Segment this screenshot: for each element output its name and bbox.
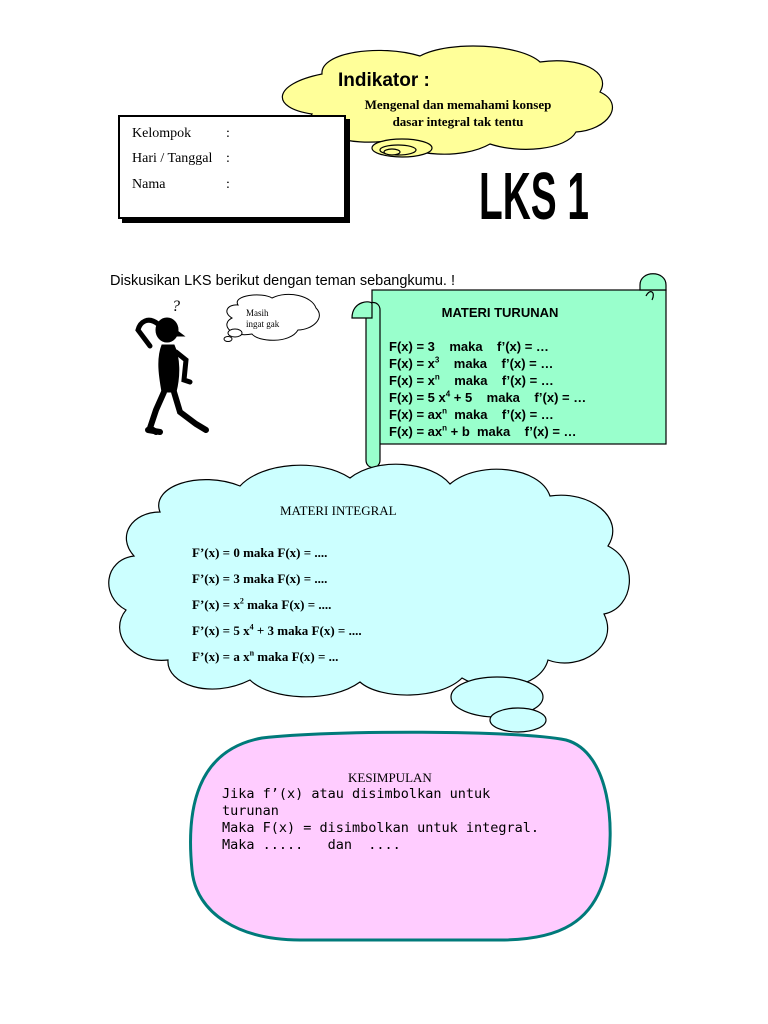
identity-colon: : bbox=[226, 177, 230, 192]
turunan-text: maka f’(x) = … bbox=[447, 407, 554, 422]
question-mark: ? bbox=[172, 298, 180, 315]
turunan-text: F(x) = x bbox=[389, 373, 435, 388]
identity-label: Hari / Tanggal bbox=[132, 151, 213, 166]
identity-colon: : bbox=[226, 151, 230, 166]
integral-text: F’(x) = a x bbox=[192, 649, 250, 664]
kesimpulan-line: Maka ..... dan .... bbox=[222, 837, 401, 853]
turunan-line bbox=[389, 339, 549, 354]
thinking-figure-icon bbox=[138, 318, 206, 432]
identity-colon: : bbox=[226, 126, 230, 141]
turunan-text: F(x) = ax bbox=[389, 407, 443, 422]
turunan-line bbox=[389, 356, 553, 371]
integral-text: F’(x) = 3 maka F(x) = .... bbox=[192, 571, 328, 586]
speech-line: Masih bbox=[246, 308, 269, 318]
turunan-text: maka f’(x) = … bbox=[439, 356, 554, 371]
integral-text: maka F(x) = .... bbox=[243, 597, 332, 612]
indicator-line: Mengenal dan memahami konsep bbox=[364, 97, 552, 112]
turunan-text: + b maka f’(x) = … bbox=[447, 424, 577, 439]
integral-text: + 3 maka F(x) = .... bbox=[253, 623, 362, 638]
integral-line bbox=[192, 597, 331, 613]
kesimpulan-line: Maka F(x) = disimbolkan untuk integral. bbox=[222, 820, 539, 836]
turunan-text: F(x) = x bbox=[389, 356, 435, 371]
turunan-exponent: 3 bbox=[434, 355, 440, 365]
integral-exponent: n bbox=[249, 648, 255, 658]
speech-line: ingat gak bbox=[246, 319, 280, 329]
identity-label: Kelompok bbox=[132, 126, 192, 141]
integral-text: F’(x) = x bbox=[192, 597, 240, 612]
integral-line bbox=[192, 545, 327, 561]
turunan-line bbox=[389, 407, 554, 422]
indicator-line: dasar integral tak tentu bbox=[392, 114, 524, 129]
identity-label: Nama bbox=[132, 177, 166, 192]
integral-text: maka F(x) = ... bbox=[254, 649, 339, 664]
turunan-line bbox=[389, 390, 586, 405]
integral-text: F’(x) = 5 x bbox=[192, 623, 250, 638]
kesimpulan-title: KESIMPULAN bbox=[348, 770, 432, 785]
turunan-exponent: n bbox=[442, 406, 447, 416]
integral-line bbox=[192, 649, 338, 665]
turunan-text: F(x) = 5 x bbox=[389, 390, 446, 405]
lks-title-text: LKS 1 bbox=[479, 159, 589, 234]
indicator-text bbox=[338, 96, 578, 130]
integral-title: MATERI INTEGRAL bbox=[280, 503, 397, 518]
integral-exponent: 2 bbox=[239, 596, 244, 606]
turunan-text: maka f’(x) = … bbox=[439, 373, 554, 388]
kesimpulan-line: Jika f’(x) atau disimbolkan untuk bbox=[222, 786, 491, 802]
instruction-text: Diskusikan LKS berikut dengan teman sebangkumu. ! bbox=[110, 273, 455, 289]
integral-line bbox=[192, 571, 327, 587]
turunan-exponent: n bbox=[442, 423, 447, 433]
integral-text: F’(x) = 0 maka F(x) = .... bbox=[192, 545, 328, 560]
turunan-text: maka f’(x) = … bbox=[434, 339, 549, 354]
identity-box bbox=[118, 115, 346, 219]
indicator-title: Indikator : bbox=[338, 70, 430, 91]
kesimpulan-body bbox=[222, 786, 602, 854]
turunan-text: F(x) = 3 bbox=[389, 339, 435, 354]
identity-row-kelompok bbox=[132, 126, 230, 142]
lks-title bbox=[476, 150, 592, 242]
turunan-exponent: 4 bbox=[445, 389, 451, 399]
identity-row-hari-tanggal bbox=[132, 151, 230, 167]
identity-row-nama bbox=[132, 177, 230, 193]
turunan-text: F(x) = ax bbox=[389, 424, 443, 439]
turunan-text: + 5 maka f’(x) = … bbox=[450, 390, 587, 405]
turunan-title: MATERI TURUNAN bbox=[441, 305, 559, 320]
speech-text bbox=[246, 308, 279, 330]
kesimpulan-line: turunan bbox=[222, 803, 279, 819]
integral-line bbox=[192, 623, 362, 639]
turunan-line bbox=[389, 373, 554, 388]
turunan-line bbox=[389, 424, 577, 439]
turunan-exponent: n bbox=[434, 372, 440, 382]
integral-exponent: 4 bbox=[249, 622, 254, 632]
